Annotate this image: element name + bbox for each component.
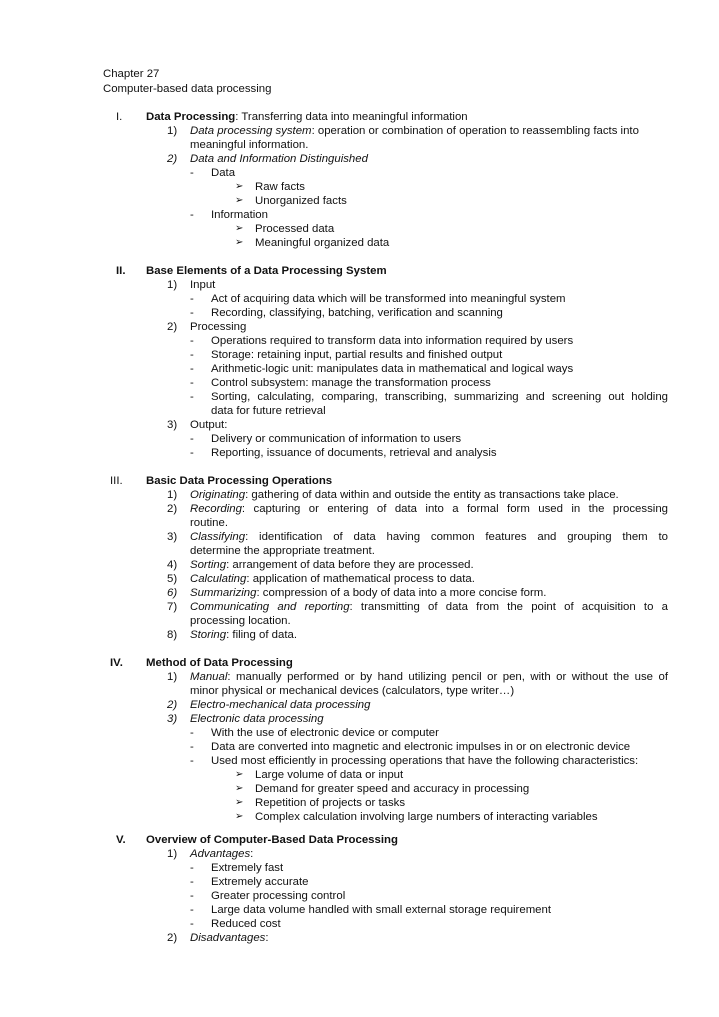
dash: - <box>190 862 194 874</box>
section-4-numeral: IV. <box>110 657 123 669</box>
dash: - <box>190 876 194 888</box>
term: Storing <box>190 629 227 641</box>
dash: - <box>190 293 194 305</box>
sub-item: Reporting, issuance of documents, retrieval and analysis <box>211 447 497 459</box>
section-3-numeral: III. <box>110 475 123 487</box>
term: Recording <box>190 503 242 515</box>
item-number: 1) <box>167 489 178 501</box>
dash: - <box>190 433 194 445</box>
item-number: 6) <box>167 587 178 599</box>
definition: : filing of data. <box>226 629 298 641</box>
item-number: 1) <box>167 671 178 683</box>
list-item-continuation: meaningful information. <box>190 139 309 151</box>
list-item-continuation: routine. <box>190 517 228 529</box>
list-item: Input <box>190 279 216 291</box>
term: Advantages <box>190 848 251 860</box>
dash: - <box>190 904 194 916</box>
colon: : <box>250 848 254 860</box>
arrow-bullet-icon: ➢ <box>235 797 244 808</box>
list-item <box>190 586 546 600</box>
arrow-bullet-icon: ➢ <box>235 223 244 234</box>
section-1-title-rest: : Transferring data into meaningful information <box>235 111 468 123</box>
section-4-title: Method of Data Processing <box>146 657 293 669</box>
sub-item: Extremely accurate <box>211 876 309 888</box>
list-item <box>190 502 668 516</box>
dash: - <box>190 755 194 767</box>
arrow-bullet-icon: ➢ <box>235 181 244 192</box>
arrow-bullet-icon: ➢ <box>235 195 244 206</box>
definition: : gathering of data within and outside the entity as transactions take place. <box>245 489 619 501</box>
definition: : operation or combination of operation to reassembling facts into <box>311 125 639 137</box>
section-1-numeral: I. <box>116 111 123 123</box>
section-1-heading <box>146 110 468 124</box>
bullet-item: Complex calculation involving large numbers of interacting variables <box>255 811 598 823</box>
item-number: 2) <box>167 153 178 165</box>
chapter-label: Chapter 27 <box>103 68 160 80</box>
term: Classifying <box>190 531 246 543</box>
item-number: 2) <box>167 503 178 515</box>
definition: : arrangement of data before they are processed. <box>226 559 474 571</box>
item-number: 3) <box>167 419 178 431</box>
list-item: Data and Information Distinguished <box>190 153 368 165</box>
term: Sorting <box>190 559 227 571</box>
dash: - <box>190 349 194 361</box>
item-number: 8) <box>167 629 178 641</box>
arrow-bullet-icon: ➢ <box>235 237 244 248</box>
section-3-title: Basic Data Processing Operations <box>146 475 333 487</box>
bullet-item: Demand for greater speed and accuracy in processing <box>255 783 530 795</box>
list-item-continuation: minor physical or mechanical devices (calculators, type writer…) <box>190 685 515 697</box>
sub-item: Greater processing control <box>211 890 346 902</box>
dash: - <box>190 335 194 347</box>
sub-item: Large data volume handled with small external storage requirement <box>211 904 552 916</box>
definition: : application of mathematical process to data. <box>246 573 475 585</box>
dash: - <box>190 209 194 221</box>
list-item-continuation: determine the appropriate treatment. <box>190 545 375 557</box>
list-item <box>190 124 639 138</box>
sub-item: Used most efficiently in processing operations that have the following characteristics: <box>211 755 639 767</box>
term: Disadvantages <box>190 932 266 944</box>
dash: - <box>190 727 194 739</box>
sub-item: Extremely fast <box>211 862 284 874</box>
item-number: 4) <box>167 559 178 571</box>
dash: - <box>190 307 194 319</box>
sub-item: Sorting, calculating, comparing, transcribing, summarizing and screening out holding <box>211 391 668 403</box>
sub-item: Operations required to transform data into information required by users <box>211 335 574 347</box>
chapter-subtitle: Computer-based data processing <box>103 83 272 95</box>
item-number: 1) <box>167 279 178 291</box>
list-item <box>190 488 619 502</box>
sub-item-continuation: data for future retrieval <box>211 405 326 417</box>
item-number: 7) <box>167 601 178 613</box>
section-2-title: Base Elements of a Data Processing System <box>146 265 387 277</box>
term: Communicating and reporting <box>190 601 350 613</box>
bullet-item: Processed data <box>255 223 335 235</box>
item-number: 2) <box>167 321 178 333</box>
definition: : capturing or entering of data into a formal form used in the processing <box>241 503 668 515</box>
dash: - <box>190 391 194 403</box>
list-item: Processing <box>190 321 247 333</box>
colon: : <box>265 932 269 944</box>
bullet-item: Meaningful organized data <box>255 237 390 249</box>
item-number: 3) <box>167 713 178 725</box>
term: Calculating <box>190 573 247 585</box>
term: Manual <box>190 671 228 683</box>
bullet-item: Large volume of data or input <box>255 769 404 781</box>
dash: - <box>190 741 194 753</box>
arrow-bullet-icon: ➢ <box>235 769 244 780</box>
list-item <box>190 847 253 861</box>
list-item-continuation: processing location. <box>190 615 291 627</box>
bullet-item: Raw facts <box>255 181 306 193</box>
list-item <box>190 931 269 945</box>
definition: : transmitting of data from the point of acquisition to a <box>349 601 668 613</box>
sub-item: Arithmetic-logic unit: manipulates data in mathematical and logical ways <box>211 363 574 375</box>
dash: - <box>190 918 194 930</box>
sub-item: Data <box>211 167 236 179</box>
list-item <box>190 670 668 684</box>
term: Data processing system <box>190 125 312 137</box>
dash: - <box>190 890 194 902</box>
dash: - <box>190 377 194 389</box>
sub-item: Reduced cost <box>211 918 281 930</box>
definition: : manually performed or by hand utilizing pencil or pen, with or without the use of <box>227 671 668 683</box>
list-item: Electronic data processing <box>190 713 324 725</box>
sub-item: Data are converted into magnetic and electronic impulses in or on electronic device <box>211 741 631 753</box>
list-item <box>190 600 668 614</box>
term: Summarizing <box>190 587 257 599</box>
sub-item: Act of acquiring data which will be transformed into meaningful system <box>211 293 566 305</box>
list-item <box>190 572 475 586</box>
dash: - <box>190 167 194 179</box>
definition: : compression of a body of data into a more concise form. <box>256 587 547 599</box>
list-item: Output: <box>190 419 228 431</box>
item-number: 1) <box>167 848 178 860</box>
dash: - <box>190 363 194 375</box>
section-5-title: Overview of Computer-Based Data Processing <box>146 834 398 846</box>
section-1-title: Data Processing <box>146 111 236 123</box>
sub-item: Delivery or communication of information to users <box>211 433 462 445</box>
arrow-bullet-icon: ➢ <box>235 811 244 822</box>
item-number: 1) <box>167 125 178 137</box>
item-number: 5) <box>167 573 178 585</box>
sub-item: Recording, classifying, batching, verification and scanning <box>211 307 503 319</box>
bullet-item: Unorganized facts <box>255 195 347 207</box>
sub-item: Information <box>211 209 268 221</box>
term: Originating <box>190 489 246 501</box>
bullet-item: Repetition of projects or tasks <box>255 797 406 809</box>
section-5-numeral: V. <box>116 834 126 846</box>
item-number: 2) <box>167 699 178 711</box>
list-item <box>190 530 668 544</box>
section-2-numeral: II. <box>116 265 126 277</box>
item-number: 3) <box>167 531 178 543</box>
list-item <box>190 558 474 572</box>
sub-item: With the use of electronic device or computer <box>211 727 439 739</box>
arrow-bullet-icon: ➢ <box>235 783 244 794</box>
item-number: 2) <box>167 932 178 944</box>
definition: : identification of data having common features and grouping them to <box>245 531 668 543</box>
sub-item: Control subsystem: manage the transformation process <box>211 377 491 389</box>
dash: - <box>190 447 194 459</box>
list-item: Electro-mechanical data processing <box>190 699 371 711</box>
list-item <box>190 628 297 642</box>
sub-item: Storage: retaining input, partial results and finished output <box>211 349 503 361</box>
